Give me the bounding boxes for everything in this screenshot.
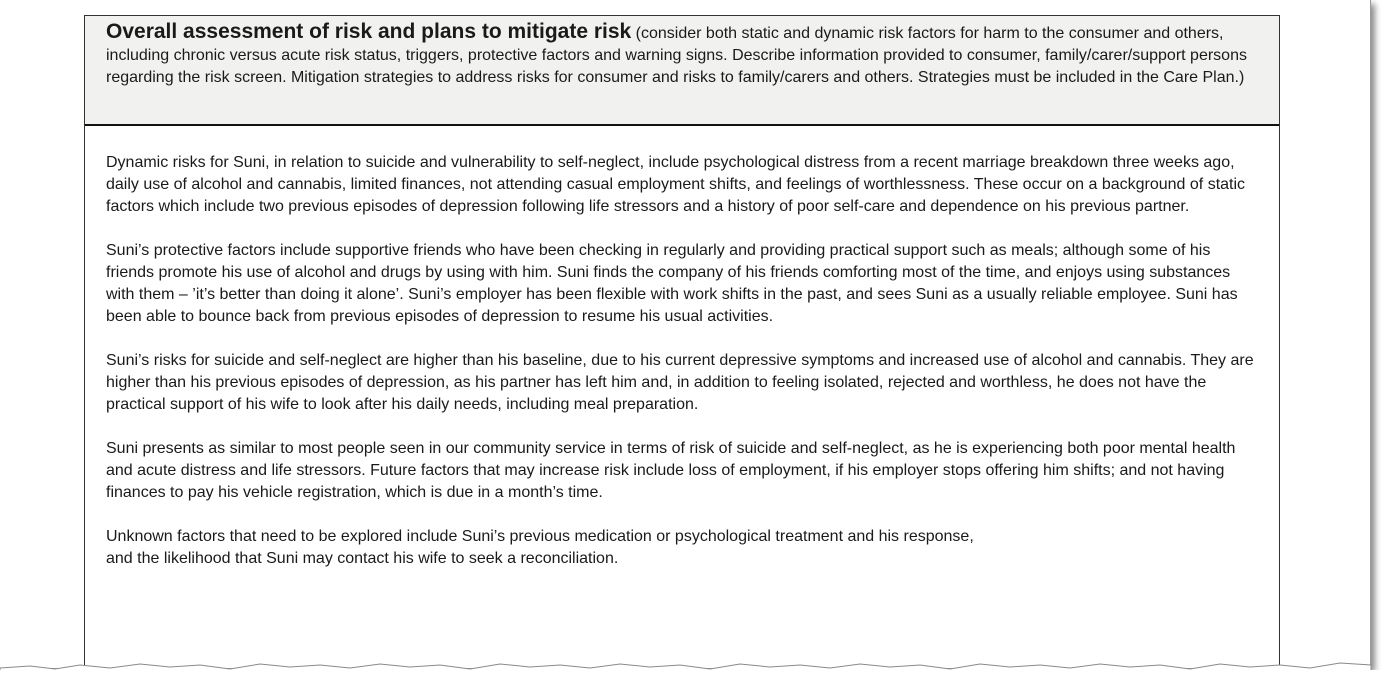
paragraph-dynamic-risks: Dynamic risks for Suni, in relation to suicide and vulnerability to self-neglect, include psychological distress from a recent marriage breakdown three weeks ago, daily use of alcohol and cannabis, limited finances, not attending casual employment shifts, and feelings of worthlessness. These occur on a background of static factors which include two previous episodes of depression following life stressors and a history of poor self-care and dependence on his previous partner. [106, 154, 1246, 215]
paragraph-unknown-factors [106, 526, 1259, 570]
risk-assessment-form [84, 15, 1280, 685]
unknown-factors-line-1: Unknown factors that need to be explored include Suni’s previous medication or psychological treatment and his response, [106, 528, 974, 545]
section-header [85, 16, 1279, 126]
paragraph-risk-level: Suni’s risks for suicide and self-neglect are higher than his baseline, due to his current depressive symptoms and increased use of alcohol and cannabis. They are higher than his previous episodes of depression, as his partner has left him and, in addition to feeling isolated, rejected and worthless, he does not have the practical support of his wife to look after his daily needs, including meal preparation. [106, 352, 1254, 413]
section-instructions: (consider both static and dynamic risk factors for harm to the consumer and others, including chronic versus acute risk status, triggers, protective factors and warning signs. Describe information provided to consumer, family/carer/support persons regarding the risk screen. Mitigation strategies to address risks for consumer and risks to family/carers and others. Strategies must be included in the Care Plan.) [106, 25, 1247, 86]
unknown-factors-line-2: and the likelihood that Suni may contact his wife to seek a reconciliation. [106, 550, 619, 567]
torn-edge-decoration [0, 650, 1384, 685]
assessment-text-area[interactable] [85, 126, 1279, 570]
paragraph-protective-factors: Suni’s protective factors include supportive friends who have been checking in regularly and providing practical support such as meals; although some of his friends promote his use of alcohol and drugs by using with him. Suni finds the company of his friends comforting most of the time, and enjoys using substances with them – ’it’s better than doing it alone’. Suni’s employer has been flexible with work shifts in the past, and sees Suni as a usually reliable employee. Suni has been able to bounce back from previous episodes of depression to resume his usual activities. [106, 242, 1238, 325]
section-title: Overall assessment of risk and plans to mitigate risk [106, 20, 632, 43]
paragraph-comparison: Suni presents as similar to most people seen in our community service in terms of risk of suicide and self-neglect, as he is experiencing both poor mental health and acute distress and life stressors. Future factors that may increase risk include loss of employment, if his employer stops offering him shifts; and not having finances to pay his vehicle registration, which is due in a month’s time. [106, 440, 1236, 501]
